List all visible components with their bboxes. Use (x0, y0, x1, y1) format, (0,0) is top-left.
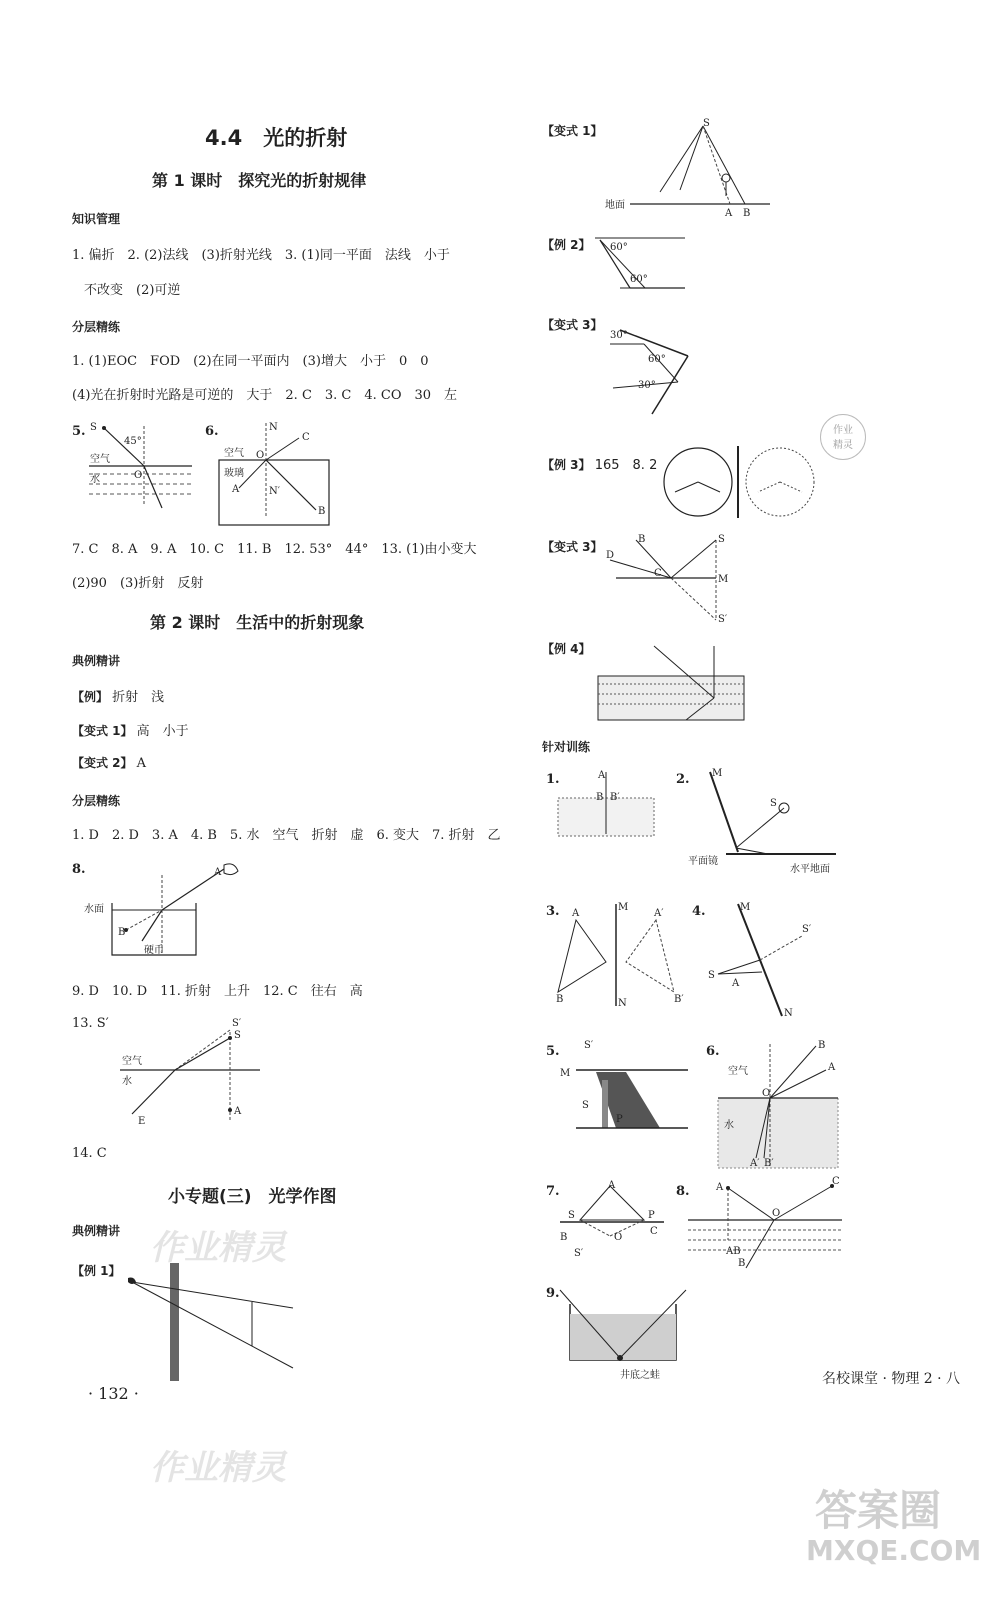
training-q3-diagram (556, 900, 686, 1010)
example3-clock-diagram (660, 444, 820, 520)
svg-text:B: B (596, 792, 604, 803)
training-q2-mirror-label: 平面镜 (688, 856, 718, 867)
right-variant1-diagram (605, 118, 775, 218)
svg-text:O: O (762, 1088, 771, 1099)
training-q1: 1. (546, 772, 560, 787)
variant3b-tag: 【变式 3】 (542, 540, 603, 554)
svg-text:B: B (743, 208, 751, 218)
practice2-label: 分层精练 (72, 794, 121, 808)
training-q2: 2. (676, 772, 690, 787)
q6-air-label: 空气 (224, 448, 244, 459)
svg-text:B: B (318, 506, 326, 517)
svg-text:A: A (608, 1180, 616, 1191)
svg-text:B′: B′ (674, 994, 684, 1005)
q6-glass-label: 玻璃 (224, 468, 244, 479)
q13-air-label: 空气 (122, 1056, 142, 1067)
variant2-answer (72, 754, 146, 771)
svg-text:O: O (772, 1208, 781, 1219)
example1-diagram (118, 1258, 298, 1388)
example2-diagram (590, 232, 700, 302)
variant3a-angle-top: 30° (610, 330, 628, 341)
example4-diagram (596, 640, 746, 722)
svg-text:B′: B′ (610, 792, 620, 803)
variant1-tag: 【变式 1】 (72, 724, 133, 738)
svg-text:P: P (616, 1114, 623, 1125)
variant3a-angle-bottom: 30° (638, 380, 656, 391)
q13-number: 13. S′ (72, 1016, 109, 1031)
example-tag: 【例】 (72, 690, 109, 704)
svg-text:A: A (232, 484, 240, 495)
lesson2-title: 第 2 课时 生活中的折射现象 (150, 613, 365, 632)
q5-number: 5. (72, 424, 86, 439)
svg-text:S: S (708, 970, 715, 981)
training-q8: 8. (676, 1184, 690, 1199)
training-q2-ground-label: 水平地面 (790, 864, 830, 875)
topic-title: 小专题(三) 光学作图 (168, 1187, 337, 1207)
training-q4: 4. (692, 904, 706, 919)
svg-text:D: D (606, 550, 615, 561)
svg-text:AB: AB (726, 1246, 741, 1257)
svg-text:M: M (740, 902, 751, 913)
svg-text:C: C (302, 432, 310, 443)
example-text: 折射 浅 (112, 690, 165, 705)
q5-angle-label: 45° (124, 436, 142, 447)
svg-text:S: S (568, 1210, 575, 1221)
svg-text:S′: S′ (574, 1248, 584, 1259)
training-q9: 9. (546, 1286, 560, 1301)
faint-watermark-1: 作业精灵 (150, 1228, 286, 1268)
examples-label: 典例精讲 (72, 654, 121, 668)
knowledge-label: 知识管理 (72, 212, 121, 226)
variant3a-tag: 【变式 3】 (542, 318, 603, 332)
svg-text:A: A (725, 208, 733, 218)
svg-text:N: N (784, 1008, 793, 1019)
svg-text:O: O (614, 1232, 623, 1243)
svg-text:M: M (718, 574, 729, 585)
svg-text:B: B (118, 927, 126, 938)
example2-angle-bottom: 60° (630, 274, 648, 285)
svg-text:A′: A′ (750, 1158, 760, 1169)
practice2-line-1: 1. D 2. D 3. A 4. B 5. 水 空气 折射 虚 6. 变大 7. 折射 乙 (72, 828, 501, 843)
training-q5-diagram (556, 1040, 691, 1135)
svg-text:A: A (598, 770, 606, 781)
variant3b-diagram (606, 534, 736, 626)
faint-watermark-2: 作业精灵 (150, 1448, 286, 1488)
practice-line-4: (2)90 (3)折射 反射 (72, 576, 204, 591)
example2-tag: 【例 2】 (542, 238, 591, 252)
svg-text:S: S (718, 534, 725, 545)
svg-text:B′: B′ (764, 1158, 774, 1169)
svg-text:A: A (716, 1182, 724, 1193)
variant1-text: 高 小于 (136, 724, 189, 739)
q13-water-label: 水 (122, 1076, 132, 1087)
q14-answer: 14. C (72, 1146, 107, 1161)
q13-refraction-diagram (110, 1012, 270, 1132)
practice-line-1: 1. (1)EOC FOD (2)在同一平面内 (3)增大 小于 0 0 (72, 354, 429, 369)
stamp-seal: 作业 精灵 (820, 414, 866, 460)
training-q5: 5. (546, 1044, 560, 1059)
svg-text:N: N (618, 998, 627, 1009)
practice-line-3: 7. C 8. A 9. A 10. C 11. B 12. 53° 44° 13. (1)由小变大 (72, 542, 477, 557)
section-title: 4.4 光的折射 (205, 126, 348, 150)
right-variant1-ground-label: 地面 (605, 200, 625, 211)
q8-water-surface-label: 水面 (84, 904, 104, 915)
variant3a-diagram (608, 326, 708, 421)
training-q6: 6. (706, 1044, 720, 1059)
training-q2-diagram (686, 768, 866, 878)
svg-text:M: M (560, 1068, 571, 1079)
svg-text:S′: S′ (718, 614, 728, 625)
training-q4-diagram (702, 900, 822, 1020)
example1-tag: 【例 1】 (72, 1264, 121, 1278)
practice-label: 分层精练 (72, 320, 121, 334)
right-variant1-tag: 【变式 1】 (542, 124, 603, 138)
training-label: 针对训练 (542, 740, 591, 754)
svg-text:S′: S′ (232, 1018, 242, 1029)
brand-watermark: 答案圈 (815, 1486, 942, 1535)
svg-text:A′: A′ (654, 908, 664, 919)
training-q9-diagram (558, 1284, 698, 1384)
svg-text:N′: N′ (269, 486, 281, 497)
svg-text:P: P (648, 1210, 655, 1221)
svg-text:B: B (638, 534, 646, 545)
svg-text:B: B (560, 1232, 568, 1243)
svg-text:O: O (256, 450, 265, 461)
svg-text:B: B (738, 1258, 746, 1269)
q5-s-label: S (90, 422, 97, 433)
practice2-line-2: 9. D 10. D 11. 折射 上升 12. C 往右 高 (72, 984, 363, 999)
url-watermark: MXQE.COM (806, 1534, 982, 1567)
svg-text:S: S (703, 118, 710, 129)
svg-text:N: N (269, 422, 278, 433)
training-q6-water-label: 水 (724, 1120, 734, 1131)
example2-angle-top: 60° (610, 242, 628, 253)
svg-text:E: E (138, 1116, 146, 1127)
training-q8-diagram (686, 1176, 846, 1276)
q8-coin-label: 硬币 (144, 945, 164, 956)
svg-text:A: A (214, 867, 222, 878)
training-q6-air-label: 空气 (728, 1066, 748, 1077)
q5-air-label: 空气 (90, 454, 110, 465)
lesson1-title: 第 1 课时 探究光的折射规律 (152, 171, 367, 190)
svg-text:A: A (572, 908, 580, 919)
svg-text:M: M (618, 902, 629, 913)
training-q1-diagram (556, 768, 656, 838)
example-answer (72, 686, 164, 705)
q6-refraction-diagram (214, 418, 334, 528)
q8-coin-diagram (84, 855, 254, 965)
svg-text:M: M (712, 768, 723, 779)
q6-number: 6. (205, 424, 219, 439)
q8-number: 8. (72, 862, 86, 877)
example3-tag: 【例 3】 165 8. 2 (542, 458, 658, 473)
knowledge-line-1: 1. 偏折 2. (2)法线 (3)折射光线 3. (1)同一平面 法线 小于 (72, 248, 450, 263)
footer-series: 名校课堂 · 物理 2 · 八 (822, 1371, 961, 1387)
training-q7: 7. (546, 1184, 560, 1199)
svg-text:S: S (234, 1030, 241, 1041)
training-q7-diagram (558, 1180, 668, 1262)
svg-text:S′: S′ (584, 1040, 594, 1051)
practice-line-2: (4)光在折射时光路是可逆的 大于 2. C 3. C 4. CO 30 左 (72, 388, 458, 403)
training-q3: 3. (546, 904, 560, 919)
knowledge-line-2: 不改变 (2)可逆 (84, 283, 181, 298)
svg-text:C: C (654, 568, 662, 579)
q5-water-label: 水 (90, 474, 100, 485)
svg-text:C: C (832, 1176, 840, 1187)
svg-text:A: A (828, 1062, 836, 1073)
variant3a-angle-mid: 60° (648, 354, 666, 365)
svg-text:S: S (582, 1100, 589, 1111)
variant2-text: A (136, 756, 147, 771)
svg-text:C: C (650, 1226, 658, 1237)
q5-refraction-diagram (84, 416, 194, 516)
q5-o-label: O (134, 470, 143, 481)
svg-text:S: S (770, 798, 777, 809)
variant1-answer (72, 720, 189, 739)
svg-text:A: A (732, 978, 740, 989)
svg-text:B: B (556, 994, 564, 1005)
svg-text:B: B (818, 1040, 826, 1051)
variant2-tag: 【变式 2】 (72, 756, 133, 770)
examples2-label: 典例精讲 (72, 1224, 121, 1238)
svg-text:A: A (234, 1106, 242, 1117)
training-q9-frog-label: 井底之蛙 (620, 1370, 660, 1381)
example3-answer: 165 8. 2 (594, 458, 658, 473)
training-q6-diagram (716, 1040, 840, 1170)
page-number: · 132 · (88, 1384, 139, 1403)
svg-text:S′: S′ (802, 924, 812, 935)
example4-tag: 【例 4】 (542, 642, 591, 656)
